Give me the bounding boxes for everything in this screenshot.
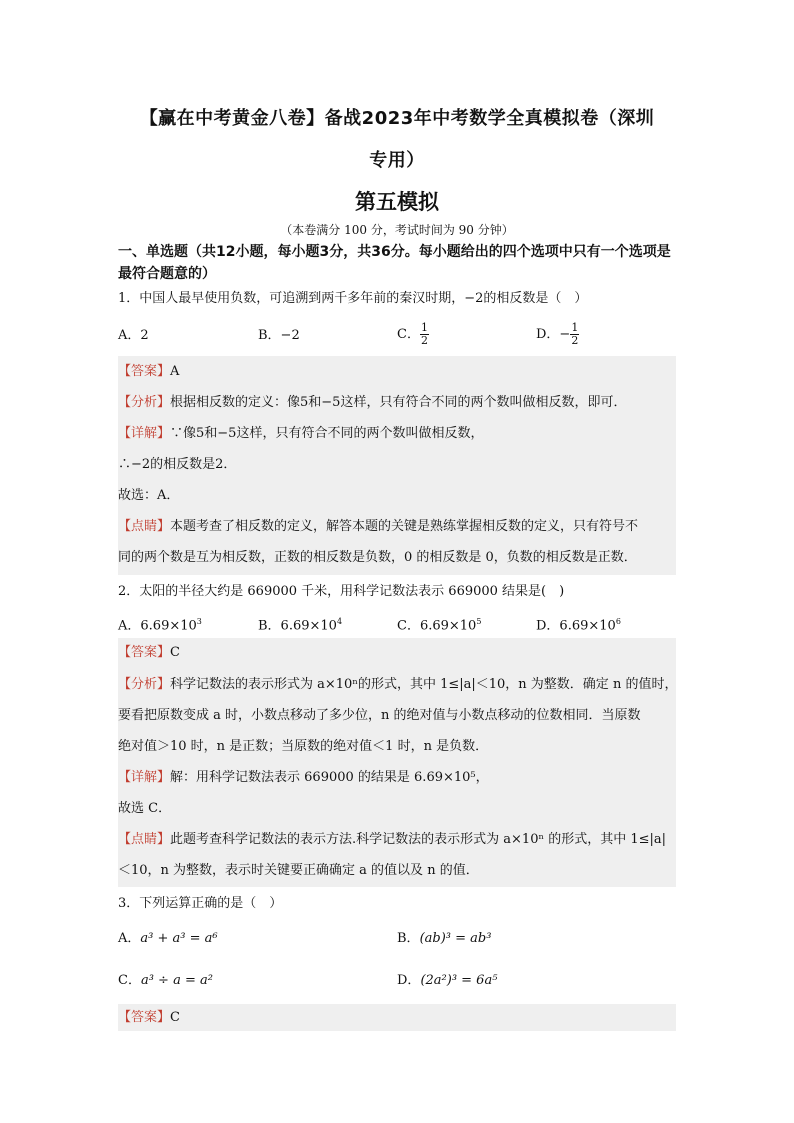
q1-comment-line2: 同的两个数是互为相反数，正数的相反数是负数，0 的相反数是 0，负数的相反数是正数． [118,550,637,565]
q1-analysis: 【分析】根据相反数的定义：像5和−5这样，只有符合不同的两个数叫做相反数，即可． [118,395,627,410]
q2-option-c: C．$6.69\times 10^5$ [397,617,482,634]
q2-detail: 【详解】解：用科学记数法表示 669000 的结果是 6.69×10⁵， [118,770,489,785]
document-subtitle: 第五模拟 [355,190,439,214]
q2-analysis-line3: 绝对值＞10 时，n 是正数；当原数的绝对值＜1 时，n 是负数． [118,739,489,754]
q1-comment: 【点睛】本题考查了相反数的定义，解答本题的关键是熟练掌握相反数的定义，只有符号不 [118,519,639,534]
q2-detail-line2: 故选 C． [118,801,172,816]
document-title-line1: 【赢在中考黄金八卷】备战2023年中考数学全真模拟卷（深圳 [139,108,655,129]
q1-detail-line3: 故选：A． [118,488,180,503]
q1-option-a: A．2 [118,328,149,343]
q2-answer: 【答案】C [118,645,180,660]
q1-stem: 1．中国人最早使用负数，可追溯到两千多年前的秦汉时期，−2的相反数是（ ） [118,291,588,306]
q3-option-d: D．(2a²)³ = 6a⁵ [397,973,498,988]
q3-option-a: A．a³ + a³ = a⁶ [118,931,218,946]
exam-note: （本卷满分 100 分，考试时间为 90 分钟） [280,223,514,237]
q2-option-d: D．$6.69\times 10^6$ [536,617,621,634]
q1-option-d: D．− $\frac{1}{2}$ [536,321,579,347]
q1-option-b: B．−2 [258,328,300,343]
q1-detail-line2: ∴−2的相反数是2． [118,457,237,472]
document-title-line2: 专用） [369,150,425,171]
q2-stem: 2．太阳的半径大约是 669000 千米，用科学记数法表示 669000 结果是( ) [118,584,565,599]
q1-detail: 【详解】∵像5和−5这样，只有符合不同的两个数叫做相反数， [118,426,484,441]
q1-option-c: C． $\frac{1}{2}$ [397,321,428,347]
fraction: $\frac{1}{2}$ [420,321,428,347]
fraction: $\frac{1}{2}$ [571,321,579,347]
q3-answer: 【答案】C [118,1010,180,1025]
q2-comment-line2: ＜10，n 为整数，表示时关键要正确确定 a 的值以及 n 的值． [118,863,479,878]
q2-comment: 【点睛】此题考查科学记数法的表示方法.科学记数法的表示形式为 a×10ⁿ 的形式，其中 1≤|a| [118,832,667,847]
q3-stem: 3．下列运算正确的是（ ） [118,896,283,911]
q2-option-a: A．$6.69\times 10^3$ [118,617,202,634]
section-heading: 一、单选题（共12小题，每小题3分，共36分。每小题给出的四个选项中只有一个选项是最符合题意的） [118,244,671,282]
q2-option-b: B．$6.69\times 10^4$ [258,617,343,634]
q1-answer: 【答案】A [118,364,180,379]
q3-option-b: B．(ab)³ = ab³ [397,931,492,946]
q2-analysis-line2: 要看把原数变成 a 时，小数点移动了多少位，n 的绝对值与小数点移动的位数相同．当原数 [118,708,641,723]
q3-option-c: C．a³ ÷ a = a² [118,973,213,988]
q2-analysis: 【分析】科学记数法的表示形式为 a×10ⁿ的形式，其中 1≤|a|＜10，n 为整数．确定 n 的值时， [118,677,678,692]
